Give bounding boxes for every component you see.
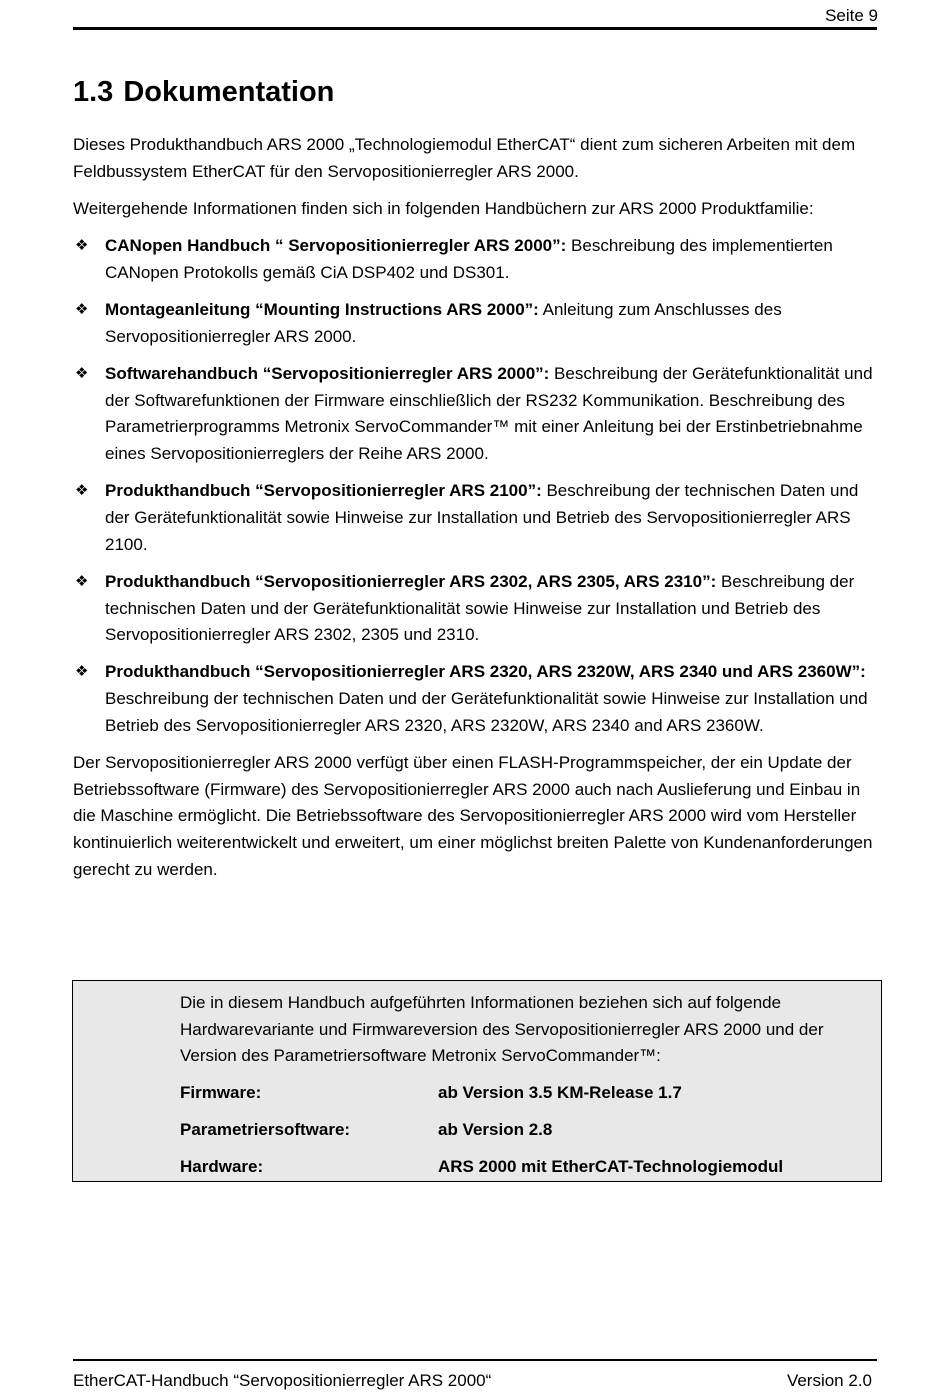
diamond-bullet-icon: ❖: [75, 237, 89, 255]
manual-description: Beschreibung des implementierten CANopen Protokolls gemäß CiA DSP402 und DS301.: [105, 236, 833, 282]
diamond-bullet-icon: ❖: [75, 482, 89, 500]
header-rule: [73, 27, 877, 30]
diamond-bullet-icon: ❖: [75, 572, 89, 590]
row-value: ab Version 2.8: [438, 1120, 553, 1139]
manual-list: [73, 233, 881, 739]
section-heading: [73, 72, 334, 112]
row-label: Firmware:: [180, 1083, 262, 1102]
further-info-paragraph: Weitergehende Informationen finden sich in folgenden Handbüchern zur ARS 2000 Produktfamilie:: [73, 198, 814, 218]
firmware-paragraph: Der Servopositionierregler ARS 2000 verfügt über einen FLASH-Programmspeicher, der ein Update der Betriebssoftware (Firmware) des Servopositionierregler ARS 2000 auch nach Auslieferung und Einbau in die Maschine ermöglicht. Die Betriebssoftware des Servopositionierregler ARS 2000 wird vom Hersteller kontinuierlich weiterentwickelt und erweitert, um einer möglichst breiten Palette von Kundenanforderungen gerecht zu werden.: [73, 753, 873, 879]
footer-document-title: EtherCAT-Handbuch “Servopositionierregler ARS 2000“: [73, 1371, 492, 1390]
version-info-box: [72, 980, 882, 1182]
manual-description: Beschreibung der Gerätefunktionalität und der Softwarefunktionen der Firmware einschließlich der RS232 Kommunikation. Beschreibung des Parametrierprogramms Metronix ServoCommander™ mit einer Anleitung bei der Erstinbetriebnahme eines Servopositionierreglers der Reihe ARS 2000.: [105, 363, 873, 464]
list-item: [73, 361, 881, 468]
page-number: Seite 9: [825, 6, 878, 25]
info-box-intro: Die in diesem Handbuch aufgeführten Informationen beziehen sich auf folgende Hardwarevariante und Firmwareversion des Servopositionierregler ARS 2000 und der Version des Parametriersoftware Metronix ServoCommander™:: [180, 993, 824, 1066]
manual-title: Montageanleitung “Mounting Instructions ARS 2000”:: [105, 300, 539, 320]
row-label: Hardware:: [180, 1157, 264, 1176]
diamond-bullet-icon: ❖: [75, 663, 89, 681]
manual-description: Beschreibung der technischen Daten und der Gerätefunktionalität sowie Hinweise zur Installation und Betrieb des Servopositionierregler ARS 2100.: [105, 481, 859, 554]
diamond-bullet-icon: ❖: [75, 301, 89, 319]
list-item: [73, 297, 881, 350]
list-item: [73, 233, 881, 286]
manual-title: Produkthandbuch “Servopositionierregler ARS 2320, ARS 2320W, ARS 2340 und ARS 2360W”:: [105, 662, 866, 682]
row-value: ARS 2000 mit EtherCAT-Technologiemodul: [438, 1157, 784, 1176]
footer-rule: [73, 1359, 877, 1361]
footer-version: Version 2.0: [786, 1371, 872, 1390]
list-item: [73, 478, 881, 558]
manual-title: Produkthandbuch “Servopositionierregler ARS 2100”:: [105, 481, 542, 501]
row-value: ab Version 3.5 KM-Release 1.7: [438, 1083, 682, 1102]
manual-description: Beschreibung der technischen Daten und der Gerätefunktionalität sowie Hinweise zur Installation und Betrieb des Servopositionierregler ARS 2320, ARS 2320W, ARS 2340 and ARS 2360W.: [105, 689, 868, 735]
manual-description: Beschreibung der technischen Daten und der Gerätefunktionalität sowie Hinweise zur Installation und Betrieb des Servopositionierregler ARS 2302, 2305 und 2310.: [105, 571, 855, 645]
list-item: [73, 569, 881, 649]
document-body: [73, 132, 881, 894]
intro-paragraph: Dieses Produkthandbuch ARS 2000 „Technologiemodul EtherCAT“ dient zum sicheren Arbeiten mit dem Feldbussystem EtherCAT für den Servopositionierregler ARS 2000.: [73, 135, 856, 181]
section-title: Dokumentation: [123, 76, 335, 108]
list-item: [73, 659, 881, 739]
diamond-bullet-icon: ❖: [75, 364, 89, 382]
row-label: Parametriersoftware:: [180, 1120, 351, 1139]
manual-title: CANopen Handbuch “ Servopositionierregler ARS 2000”:: [105, 236, 567, 256]
section-number: 1.3: [73, 76, 114, 108]
manual-title: Produkthandbuch “Servopositionierregler ARS 2302, ARS 2305, ARS 2310”:: [105, 571, 717, 591]
manual-title: Softwarehandbuch “Servopositionierregler ARS 2000”:: [105, 363, 550, 383]
manual-description: Anleitung zum Anschlusses des Servopositionierregler ARS 2000.: [105, 300, 782, 346]
